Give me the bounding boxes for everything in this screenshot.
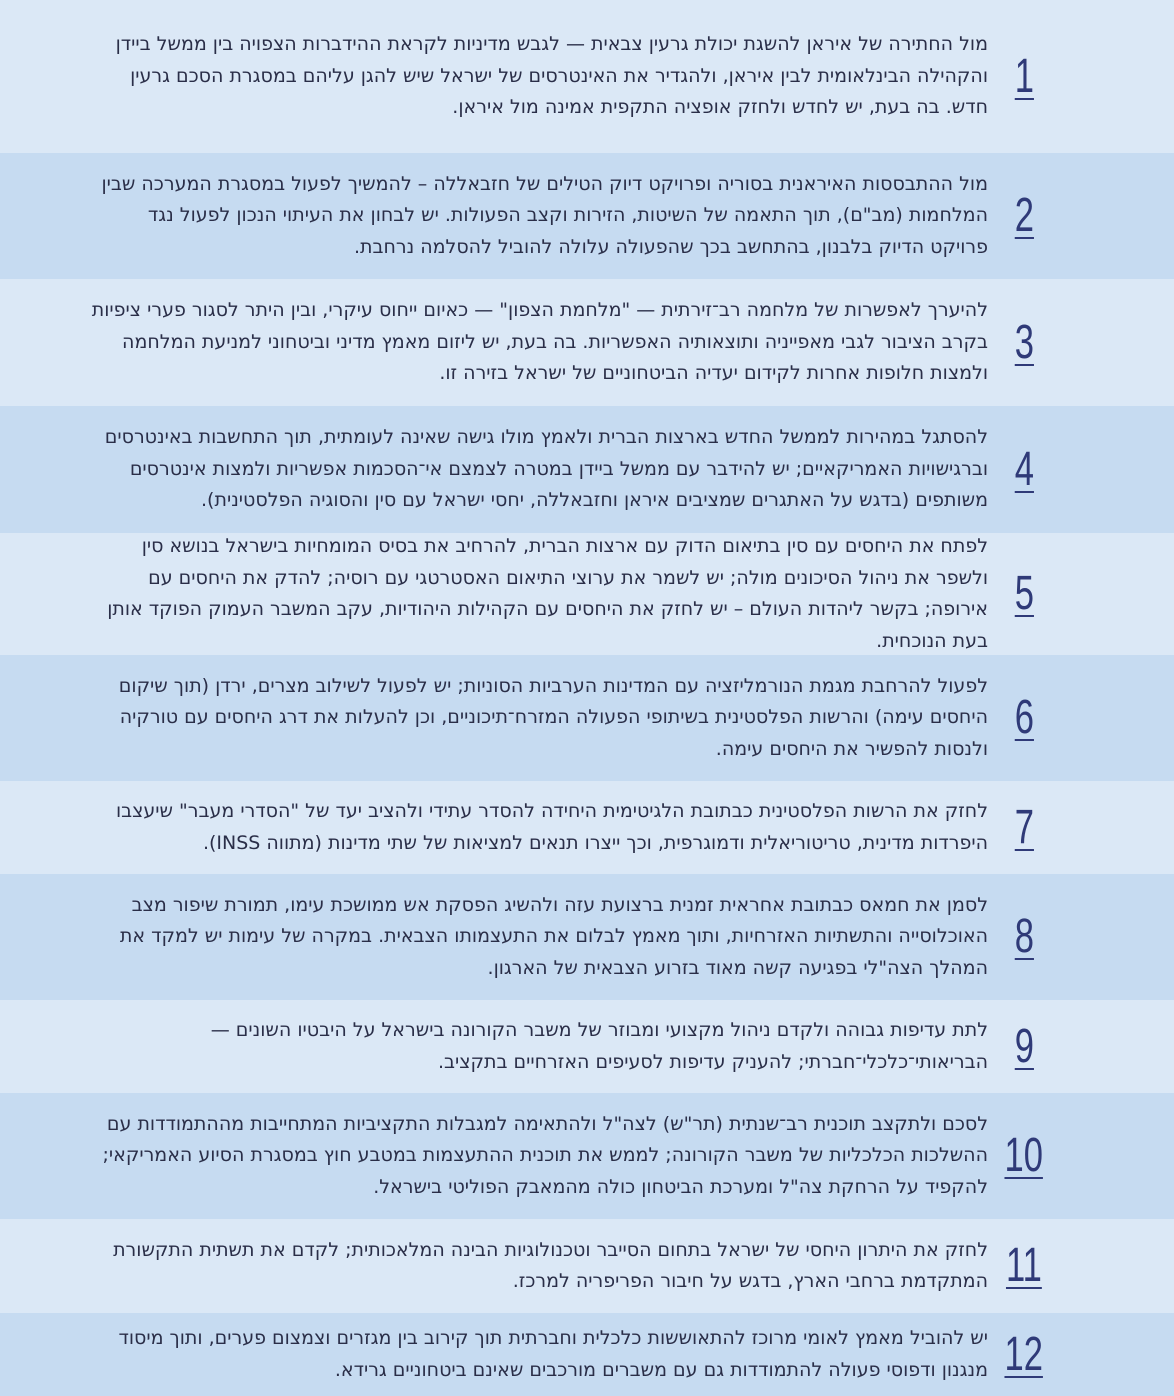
item-text: לחזק את הרשות הפלסטינית כבתובת הלגיטימית היחידה להסדר עתידי ולהציב יעד של "הסדרי מעבר" שיעצבו היפרדות מדינית, טריטוריאלית ודמוגרפית, וכך ייצרו תנאים למציאות של שתי מדינות (מתווה INSS). xyxy=(115,800,988,854)
list-item xyxy=(0,533,1174,655)
item-text: לסכם ולתקצב תוכנית רב־שנתית (תר"ש) לצה"ל ולהתאימה למגבלות התקציביות המתחייבות מההתמודדות עם ההשלכות הכלכליות של משבר הקורונה; לממש את תוכנית ההתעצמות במטבע חוץ במסגרת הסיוע האמריקאי; להקפיד על הרחקת צה"ל ומערכת הביטחון כולה מהמאבק הפוליטי בישראל. xyxy=(102,1112,988,1198)
list-item xyxy=(0,1093,1174,1219)
item-text: להסתגל במהירות לממשל החדש בארצות הברית ולאמץ מולו גישה שאינה לעומתית, תוך התחשבות באינטרסים וברגישויות האמריקאיים; יש להידבר עם ממשל ביידן במטרה לצמצם אי־הסכמות אפשריות ולמצות אינטרסים משותפים (בדגש על האתגרים שמציבים איראן וחזבאללה, יחסי ישראל עם סין והסוגיה הפלסטינית). xyxy=(104,426,988,512)
list-item xyxy=(0,1219,1174,1313)
list-item xyxy=(0,0,1174,153)
item-number: 1 xyxy=(1014,49,1034,103)
item-number: 2 xyxy=(1014,189,1034,242)
item-number: 9 xyxy=(1014,1019,1034,1073)
item-number: 11 xyxy=(1006,1239,1042,1292)
item-number: 6 xyxy=(1014,691,1034,744)
item-text: לתת עדיפות גבוהה ולקדם ניהול מקצועי ומבוזר של משבר הקורונה בישראל על היבטיו השונים — הבריאותי־כלכלי־חברתי; להעניק עדיפות לסעיפים האזרחיים בתקציב. xyxy=(210,1019,988,1073)
item-text: להיערך לאפשרות של מלחמה רב־זירתית — "מלחמת הצפון" — כאיום ייחוס עיקרי, ובין היתר לסגור פערי ציפיות בקרב הציבור לגבי מאפייניה ותוצאותיה האפשריות. בה בעת, יש ליזום מאמץ מדיני וביטחוני למניעת המלחמה ולמצות חלופות אחרות לקידום יעדיה הביטחוניים של ישראל בזירה זו. xyxy=(91,299,988,385)
list-item xyxy=(0,874,1174,1000)
item-number: 8 xyxy=(1014,910,1034,963)
item-text: לחזק את היתרון היחסי של ישראל בתחום הסייבר וטכנולוגיות הבינה המלאכותית; לקדם את תשתית התקשורת המתקדמת ברחבי הארץ, בדגש על חיבור הפריפריה למרכז. xyxy=(113,1238,988,1292)
item-text: לפתח את היחסים עם סין בתיאום הדוק עם ארצות הברית, להרחיב את בסיס המומחיות בישראל בנושא סין ולשפר את ניהול הסיכונים מולה; יש לשמר את ערוצי התיאום האסטרטגי עם רוסיה; להדק את היחסים עם אירופה; בקשר ליהדות העולם – יש לחזק את היחסים עם הקהילות היהודיות, עקב המשבר העמוק הפוקד אותן בעת הנוכחית. xyxy=(107,535,988,652)
list-item xyxy=(0,279,1174,406)
list-item xyxy=(0,406,1174,533)
list-item xyxy=(0,1000,1174,1093)
item-number: 7 xyxy=(1014,800,1034,854)
item-text: לפעול להרחבת מגמת הנורמליזציה עם המדינות הערביות הסוניות; יש לפעול לשילוב מצרים, ירדן (תוך שיקום היחסים עימה) והרשות הפלסטינית בשיתופי הפעולה המזרח־תיכוניים, וכן להעלות את דרג היחסים עם טורקיה ולנסות להפשיר את היחסים עימה. xyxy=(118,674,988,760)
item-text: מול החתירה של איראן להשגת יכולת גרעין צבאית — לגבש מדיניות לקראת ההידברות הצפויה בין ממשל ביידן והקהילה הבינלאומית לבין איראן, ולהגדיר את האינטרסים של ישראל שיש להגן עליהם במסגרת הסכם גרעין חדש. בה בעת, יש לחדש ולחזק אופציה התקפית אמינה מול איראן. xyxy=(115,33,988,119)
item-number: 12 xyxy=(1004,1327,1044,1381)
item-number: 3 xyxy=(1014,315,1034,369)
item-text: לסמן את חמאס כבתובת אחראית זמנית ברצועת עזה ולהשיג הפסקת אש ממושכת עימו, תמורת שיפור מצב האוכלוסייה והתשתיות האזרחיות, ותוך מאמץ לבלום את התעצמותו הצבאית. במקרה של עימות יש למקד את המהלך הצה"לי בפגיעה קשה מאוד בזרוע הצבאית של הארגון. xyxy=(119,893,988,979)
item-number: 5 xyxy=(1014,567,1034,620)
item-text: מול ההתבססות האיראנית בסוריה ופרויקט דיוק הטילים של חזבאללה – להמשיך לפעול במסגרת המערכה שבין המלחמות (מב"ם), תוך התאמה של השיטות, הזירות וקצב הפעולות. יש לבחון את העיתוי הנכון לפעול נגד פרויקט הדיוק בלבנון, בהתחשב בכך שהפעולה עלולה להוביל להסלמה נרחבת. xyxy=(101,172,988,258)
list-item xyxy=(0,1313,1174,1396)
list-item xyxy=(0,655,1174,781)
list-item xyxy=(0,153,1174,279)
item-number: 4 xyxy=(1014,442,1034,496)
list-item xyxy=(0,781,1174,874)
item-text: יש להוביל מאמץ לאומי מרוכז להתאוששות כלכלית וחברתית תוך קירוב בין מגזרים וצמצום פערים, ותוך מיסוד מנגנון ודפוסי פעולה להתמודדות גם עם משברים מורכבים שאינם ביטחוניים גרידא. xyxy=(118,1327,988,1381)
item-number: 10 xyxy=(1004,1129,1044,1182)
